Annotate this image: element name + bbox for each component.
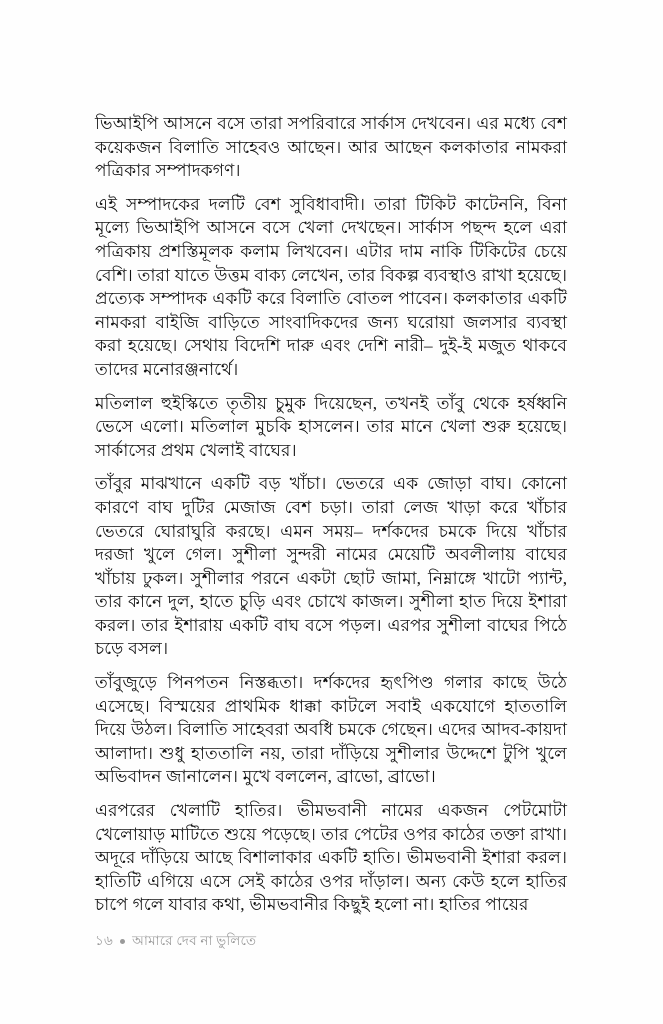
paragraph-2: এই সম্পাদকের দলটি বেশ সুবিধাবাদী। তারা টিকিট কাটেননি, বিনা মূল্যে ভিআইপি আসনে বসে খেলা দেখছেন। সার্কাস পছন্দ হলে এরা পত্রিকায় প্রশস্তিমূলক কলাম লিখবেন। এটার দাম নাকি টিকিটের চেয়ে বেশি। তারা যাতে উত্তম বাক্য লেখেন, তার বিকল্প ব্যবস্থাও রাখা হয়েছে। প্রত্যেক সম্পাদক একটি করে বিলাতি বোতল পাবেন। কলকাতার একটি নামকরা বাইজি বাড়িতে সাংবাদিকদের জন্য ঘরোয়া জলসার ব্যবস্থা করা হয়েছে। সেথায় বিদেশি দারু এবং দেশি নারী– দুই-ই মজুত থাকবে তাদের মনোরঞ্জনার্থে। bbox=[95, 194, 567, 379]
paragraph-6: এরপরের খেলাটি হাতির। ভীমভবানী নামের একজন পেটমোটা খেলোয়াড় মাটিতে শুয়ে পড়েছে। তার পেটের ওপর কাঠের তক্তা রাখা। অদূরে দাঁড়িয়ে আছে বিশালাকার একটি হাতি। ভীমভবানী ইশারা করল। হাতিটি এগিয়ে এসে সেই কাঠের ওপর দাঁড়াল। অন্য কেউ হলে হাতির চাপে গলে যাবার কথা, ভীমভবানীর কিছুই হলো না। হাতির পায়ের bbox=[95, 801, 567, 915]
paragraph-5: তাঁবুজুড়ে পিনপতন নিস্তব্ধতা। দর্শকদের হৃৎপিণ্ড গলার কাছে উঠে এসেছে। বিস্ময়ের প্রাথমিক ধাক্কা কাটলে সবাই একযোগে হাততালি দিয়ে উঠল। বিলাতি সাহেবরা অবধি চমকে গেছেন। এদের আদব-কায়দা আলাদা। শুধু হাততালি নয়, তারা দাঁড়িয়ে সুশীলার উদ্দেশে টুপি খুলে অভিবাদন জানালেন। মুখে বললেন, ব্রাভো, ব্রাভো। bbox=[95, 673, 567, 787]
paragraph-1: ভিআইপি আসনে বসে তারা সপরিবারে সার্কাস দেখবেন। এর মধ্যে বেশ কয়েকজন বিলাতি সাহেবও আছেন। আর আছেন কলকাতার নামকরা পত্রিকার সম্পাদকগণ। bbox=[95, 114, 567, 181]
page-footer bbox=[95, 932, 256, 950]
body-text-column bbox=[95, 112, 567, 917]
paragraph-4: তাঁবুর মাঝখানে একটি বড় খাঁচা। ভেতরে এক জোড়া বাঘ। কোনো কারণে বাঘ দুটির মেজাজ বেশ চড়া। তারা লেজ খাড়া করে খাঁচার ভেতরে ঘোরাঘুরি করছে। এমন সময়– দর্শকদের চমকে দিয়ে খাঁচার দরজা খুলে গেল। সুশীলা সুন্দরী নামের মেয়েটি অবলীলায় বাঘের খাঁচায় ঢুকল। সুশীলার পরনে একটা ছোট জামা, নিম্নাঙ্গে খাটো প্যান্ট, তার কানে দুল, হাতে চুড়ি এবং চোখে কাজল। সুশীলা হাত দিয়ে ইশারা করল। তার ইশারায় একটি বাঘ বসে পড়ল। এরপর সুশীলা বাঘের পিঠে চড়ে বসল। bbox=[95, 474, 567, 659]
paragraph-3: মতিলাল হুইস্কিতে তৃতীয় চুমুক দিয়েছেন, তখনই তাঁবু থেকে হর্ষধ্বনি ভেসে এলো। মতিলাল মুচকি হাসলেন। তার মানে খেলা শুরু হয়েছে। সার্কাসের প্রথম খেলাই বাঘের। bbox=[95, 393, 567, 460]
bullet-dot-icon bbox=[120, 939, 125, 944]
page-number: ১৬ bbox=[95, 933, 114, 948]
running-book-title: আমারে দেব না ভুলিতে bbox=[132, 933, 257, 948]
